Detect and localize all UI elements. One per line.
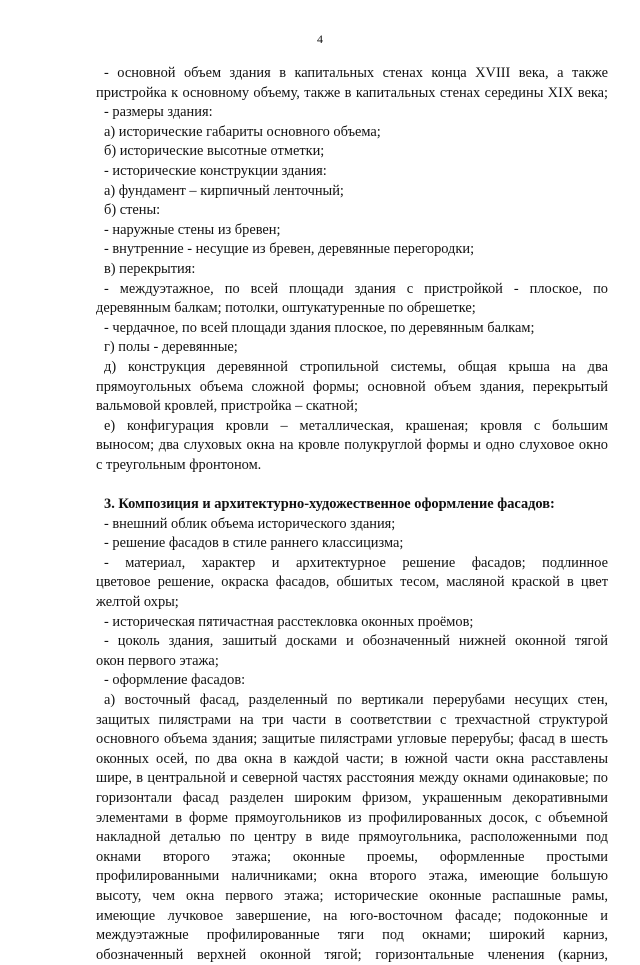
text-line: б) исторические высотные отметки; <box>104 143 325 160</box>
text-line: а) фундамент – кирпичный ленточный; <box>104 182 344 199</box>
text-line: а) восточный фасад, разделенный по вертикали перерубами несущих стен, <box>104 692 608 708</box>
text-line: междуэтажные профилированные тяги под окнами; широкий карниз, <box>96 927 608 944</box>
text-line: желтой охры; <box>96 594 179 611</box>
text-line: - историческая пятичастная расстекловка оконных проёмов; <box>104 613 474 630</box>
text-line: б) стены: <box>104 202 161 219</box>
text-line: пристройка к основному объему, также в капитальных стенах середины XIX века; <box>96 84 608 101</box>
text-line: профилированными наличниками; окна второго этажа, имеющие большую <box>96 868 608 885</box>
text-line: деревянным балкам; потолки, оштукатуренные по обрешетке; <box>96 300 476 317</box>
text-line: с треугольным фронтоном. <box>96 456 262 473</box>
document-body <box>96 64 608 965</box>
text-line: цветовое решение, окраска фасадов, обшитых тесом, масляной краской в цвет <box>96 574 608 591</box>
text-line: имеющие лучковое завершение, на юго-восточном фасаде; подоконные и <box>96 907 608 924</box>
text-line: высоту, чем окна первого этажа; исторические оконные распашные рамы, <box>96 887 608 904</box>
text-line: - внешний облик объема исторического здания; <box>104 515 396 532</box>
text-line: прямоугольных объема сложной формы; основной объем здания, перекрытый <box>96 378 608 395</box>
text-line: - размеры здания: <box>104 104 213 121</box>
text-line: накладной деталью по центру в виде прямоугольника, расположенными под <box>96 829 608 846</box>
text-line: основного объема здания; защитые пилястрами угловые перерубы; фасад в шесть <box>96 731 608 748</box>
text-line: - междуэтажное, по всей площади здания с пристройкой - плоское, по <box>104 280 608 297</box>
text-line: - решение фасадов в стиле раннего классицизма; <box>104 535 404 552</box>
text-line: окнами второго этажа; оконные проемы, оформленные простыми <box>96 848 608 865</box>
text-line: выносом; два слуховых окна на кровле полукруглой формы и одно слуховое окно <box>96 437 608 454</box>
text-line: вальмовой кровлей, пристройка – скатной; <box>96 398 358 415</box>
text-line: - цоколь здания, зашитый досками и обозначенный нижней оконной тягой <box>104 633 608 650</box>
section-heading: 3. Композиция и архитектурно-художественное оформление фасадов: <box>104 496 555 513</box>
text-line: - оформление фасадов: <box>104 672 246 689</box>
text-line: элементами в форме прямоугольников из профилированных досок, с объемной <box>96 809 608 826</box>
text-line: - чердачное, по всей площади здания плоское, по деревянным балкам; <box>104 319 535 336</box>
text-line: - наружные стены из бревен; <box>104 221 281 238</box>
text-line: д) конструкция деревянной стропильной системы, общая крыша на два <box>104 358 608 375</box>
text-line: а) исторические габариты основного объема; <box>104 123 381 140</box>
text-line: - материал, характер и архитектурное решение фасадов; подлинное <box>104 554 608 571</box>
page-number: 4 <box>317 32 323 46</box>
text-line: обозначенный верхней оконной тягой; горизонтальные членения (карниз, <box>96 946 608 963</box>
text-line: оконных осей, по два окна в каждой части; в южной части окна расставлены <box>96 750 608 767</box>
text-line: в) перекрытия: <box>104 260 196 277</box>
blank-line <box>96 475 608 495</box>
text-line: шире, в центральной и северной частях расстояния между окнами одинаковые; по <box>96 770 608 787</box>
text-line: - внутренние - несущие из бревен, деревянные перегородки; <box>104 241 475 258</box>
text-line: е) конфигурация кровли – металлическая, крашеная; кровля с большим <box>104 417 608 434</box>
text-line: г) полы - деревянные; <box>104 339 238 356</box>
text-line: горизонтали фасад разделен широким фризом, украшенным декоративными <box>96 789 608 806</box>
text-line: окон первого этажа; <box>96 652 219 669</box>
text-line: - исторические конструкции здания: <box>104 162 327 179</box>
text-line: - основной объем здания в капитальных стенах конца XVIII века, а также <box>104 65 608 81</box>
text-line: защитых пилястрами на три части в соответствии с трехчастной структурой <box>96 711 608 728</box>
